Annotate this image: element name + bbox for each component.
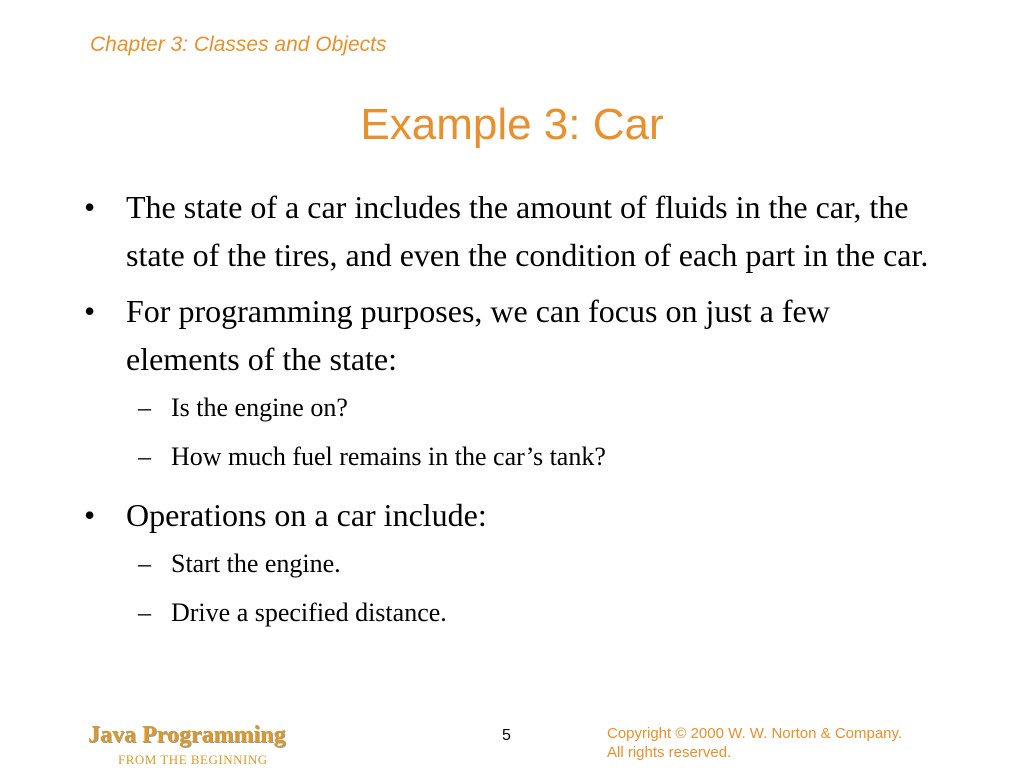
- sub-bullet-item: [138, 549, 961, 579]
- bullet-mark: •: [84, 189, 96, 225]
- slide-title: Example 3: Car: [360, 100, 664, 149]
- chapter-header: Chapter 3: Classes and Objects: [90, 33, 387, 56]
- sub-bullet-item: [138, 598, 961, 628]
- sub-bullet-text: Start the engine.: [171, 549, 341, 578]
- bullet-text: Operations on a car include:: [126, 497, 487, 533]
- dash-mark: –: [138, 549, 151, 578]
- sub-bullet-group: [0, 549, 1024, 628]
- bullet-text: For programming purposes, we can focus on just a few elements of the state:: [126, 293, 830, 377]
- bullet-mark: •: [84, 497, 96, 533]
- sub-bullet-item: [138, 393, 961, 423]
- copyright-notice: [607, 724, 902, 762]
- sub-bullet-group: [0, 393, 1024, 472]
- copyright-line: All rights reserved.: [607, 744, 732, 761]
- bullet-item: [84, 287, 946, 383]
- copyright-line: Copyright © 2000 W. W. Norton & Company.: [607, 725, 903, 742]
- slide-body: [0, 183, 1024, 647]
- bullet-item: [84, 183, 946, 279]
- footer-subbrand: FROM THE BEGINNING: [118, 752, 268, 767]
- page-number: 5: [502, 727, 511, 744]
- sub-bullet-text: Is the engine on?: [171, 393, 348, 422]
- dash-mark: –: [138, 442, 151, 471]
- dash-mark: –: [138, 393, 151, 422]
- sub-bullet-text: How much fuel remains in the car’s tank?: [171, 442, 606, 471]
- sub-bullet-text: Drive a specified distance.: [171, 598, 447, 627]
- dash-mark: –: [138, 598, 151, 627]
- bullet-mark: •: [84, 293, 96, 329]
- footer-brand-logo: Java Programming: [88, 722, 286, 748]
- bullet-text: The state of a car includes the amount of fluids in the car, the state of the tires, and even the condition of each part in the car.: [126, 189, 929, 273]
- bullet-item: [84, 491, 946, 539]
- sub-bullet-item: [138, 442, 961, 472]
